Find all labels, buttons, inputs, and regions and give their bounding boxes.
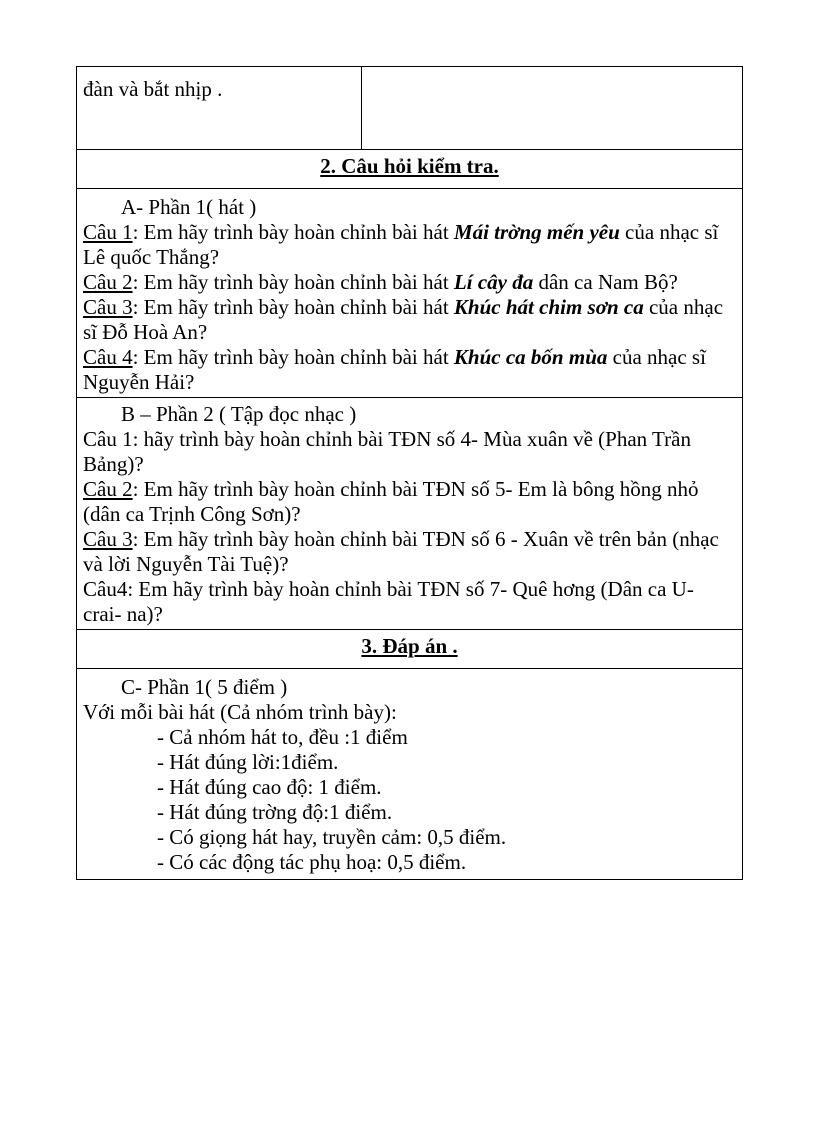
part-b-row bbox=[77, 398, 743, 630]
answer-item: - Cả nhóm hát to, đều :1 điểm bbox=[157, 725, 408, 749]
section3-title: 3. Đáp án . bbox=[77, 630, 743, 669]
part-a-cell bbox=[77, 189, 743, 398]
question-b2 bbox=[83, 477, 736, 527]
answer-item: - Có các động tác phụ hoạ: 0,5 điểm. bbox=[157, 850, 467, 874]
song-title: Khúc ca bốn mùa bbox=[453, 345, 608, 369]
question-text: : Em hãy trình bày hoàn chỉnh bài TĐN số 5- Em là bông hồng nhỏ (dân ca Trịnh Công Sơn)? bbox=[83, 477, 699, 526]
section3-title-row bbox=[77, 630, 743, 669]
answer-intro: Với mỗi bài hát (Cả nhóm trình bày): bbox=[83, 700, 397, 724]
question-label: Câu 2 bbox=[83, 270, 133, 294]
answer-cell bbox=[77, 669, 743, 880]
song-title: Lí cây đa bbox=[453, 270, 534, 294]
question-a4 bbox=[83, 345, 736, 395]
song-title: Khúc hát chim sơn ca bbox=[453, 295, 644, 319]
document-page bbox=[76, 66, 742, 880]
answer-item: - Hát đúng cao độ: 1 điểm. bbox=[157, 775, 382, 799]
question-a3 bbox=[83, 295, 736, 345]
question-text: : Em hãy trình bày hoàn chỉnh bài hát bbox=[132, 220, 454, 244]
question-text: : Em hãy trình bày hoàn chỉnh bài TĐN số 6 - Xuân về trên bản (nhạc và lời Nguyễn Tài Tuệ)? bbox=[83, 527, 719, 576]
question-label: Câu 1 bbox=[83, 220, 133, 244]
section2-title-row bbox=[77, 150, 743, 189]
answer-row bbox=[77, 669, 743, 880]
question-label: Câu 3 bbox=[83, 295, 133, 319]
top-right-cell bbox=[362, 67, 743, 150]
question-text: của nhạc sĩ Nguyễn Hải? bbox=[83, 345, 706, 394]
question-a1 bbox=[83, 220, 736, 270]
song-title: Mái trờng mến yêu bbox=[453, 220, 620, 244]
answer-item: - Hát đúng lời:1điểm. bbox=[157, 750, 339, 774]
question-a2 bbox=[83, 270, 736, 295]
part-a-heading: A- Phần 1( hát ) bbox=[121, 195, 257, 219]
question-b3 bbox=[83, 527, 736, 577]
section2-title: 2. Câu hỏi kiểm tra. bbox=[77, 150, 743, 189]
question-text: dân ca Nam Bộ? bbox=[533, 270, 678, 294]
question-label: Câu 2 bbox=[83, 477, 133, 501]
question-text: : Em hãy trình bày hoàn chỉnh bài hát bbox=[132, 345, 454, 369]
part-c-heading: C- Phần 1( 5 điểm ) bbox=[121, 675, 288, 699]
question-label: Câu 3 bbox=[83, 527, 133, 551]
content-table bbox=[76, 66, 743, 880]
question-label: Câu 4 bbox=[83, 345, 133, 369]
part-b-cell bbox=[77, 398, 743, 630]
question-text: : Em hãy trình bày hoàn chỉnh bài hát bbox=[132, 270, 454, 294]
answer-item: - Có giọng hát hay, truyền cảm: 0,5 điểm. bbox=[157, 825, 507, 849]
top-left-cell: đàn và bắt nhịp . bbox=[77, 67, 362, 150]
question-text: của nhạc sĩ Lê quốc Thắng? bbox=[83, 220, 719, 269]
answer-item: - Hát đúng trờng độ:1 điểm. bbox=[157, 800, 393, 824]
part-a-row bbox=[77, 189, 743, 398]
question-b4: Câu4: Em hãy trình bày hoàn chỉnh bài TĐN số 7- Quê hơng (Dân ca U- crai- na)? bbox=[83, 577, 694, 626]
question-text: của nhạc sĩ Đỗ Hoà An? bbox=[83, 295, 724, 344]
part-b-heading: B – Phần 2 ( Tập đọc nhạc ) bbox=[121, 402, 357, 426]
question-text: : Em hãy trình bày hoàn chỉnh bài hát bbox=[132, 295, 454, 319]
top-row bbox=[77, 67, 743, 150]
question-b1: Câu 1: hãy trình bày hoàn chỉnh bài TĐN số 4- Mùa xuân về (Phan Trần Bảng)? bbox=[83, 427, 691, 476]
